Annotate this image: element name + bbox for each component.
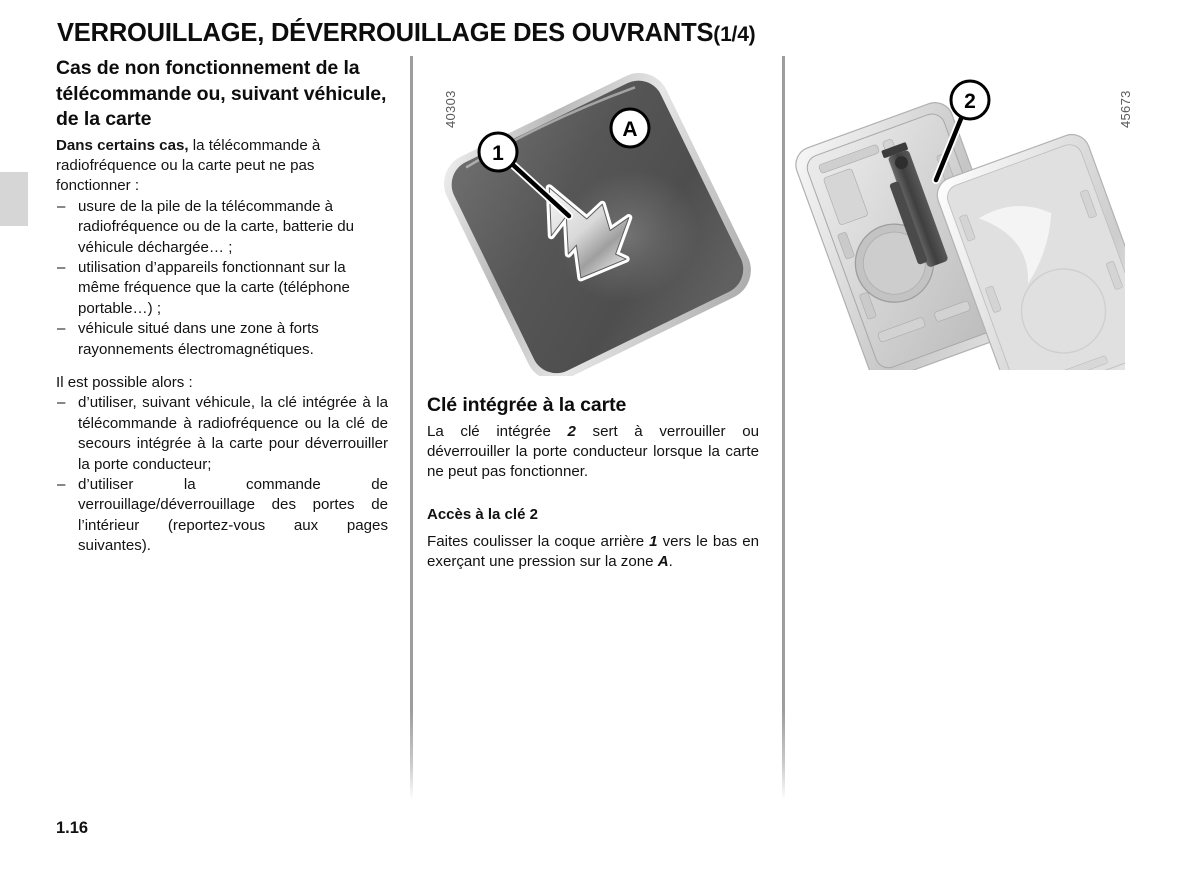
left-solutions-lead-in: Il est possible alors : — [56, 373, 193, 391]
callout-2 — [951, 81, 989, 119]
center-text-column — [427, 393, 759, 586]
list-item — [56, 475, 388, 557]
column-divider-right — [782, 56, 785, 800]
left-column-heading: Cas de non fonctionnement de la télécommande ou, suivant véhicule, de la carte — [56, 57, 387, 130]
access-key-text-a: Faites coulisser la coque arrière — [427, 532, 650, 550]
chapter-edge-tab — [0, 172, 28, 226]
left-failure-causes-list — [56, 197, 388, 360]
callout-2-label: 2 — [964, 90, 976, 113]
left-solutions-list — [56, 393, 388, 556]
access-key-paragraph — [427, 532, 759, 573]
access-key-ref-a: A — [657, 553, 669, 571]
callout-1 — [479, 133, 517, 171]
list-item — [56, 393, 388, 475]
list-item — [56, 258, 388, 319]
figure-reference-number-right: 45673 — [1118, 90, 1133, 128]
page-number: 1.16 — [56, 819, 89, 837]
left-intro-rest: la télécommande à radiofréquence ou la carte peut ne pas fonctionner : — [56, 136, 321, 195]
callout-a-label: A — [622, 118, 638, 141]
page-title-text: VERROUILLAGE, DÉVERROUILLAGE DES OUVRANTS — [57, 19, 714, 47]
left-intro-bold: Dans certains cas, — [56, 136, 189, 154]
figure-keycard-exploded — [795, 60, 1125, 370]
dash-bullet: – — [57, 197, 66, 215]
dash-bullet: – — [57, 394, 66, 412]
dash-bullet: – — [57, 476, 66, 493]
integrated-key-text-a: La clé intégrée — [427, 422, 568, 440]
dash-bullet: – — [57, 258, 66, 276]
dash-bullet: – — [57, 320, 66, 338]
list-item-text: usure de la pile de la télécommande à radiofréquence ou de la carte, batterie du véhicule déchargée… ; — [78, 197, 355, 256]
integrated-key-paragraph — [427, 422, 759, 483]
list-item — [56, 319, 388, 360]
keycard-front-illustration — [427, 56, 767, 376]
left-text-column — [56, 56, 388, 570]
list-item-text: d’utiliser, suivant véhicule, la clé intégrée à la télécommande à radiofréquence ou la clé de secours intégrée à la carte pour déverrouiller la porte conducteur; — [78, 394, 388, 473]
list-item — [56, 197, 388, 258]
callout-a — [611, 109, 649, 147]
page-title-fraction: (1/4) — [713, 23, 756, 46]
page-title — [57, 19, 755, 48]
callout-1-label: 1 — [492, 142, 504, 165]
left-intro-paragraph — [56, 136, 388, 197]
access-key-text-b: vers le bas en exerçant une pression sur la zone — [427, 532, 759, 571]
access-key-text-c: . — [668, 553, 673, 571]
keycard-exploded-illustration — [795, 60, 1125, 370]
access-key-ref-1: 1 — [649, 532, 658, 550]
integrated-key-text-b: sert à verrouiller ou déverrouiller la porte conducteur lorsque la carte ne peut pas fonctionner. — [427, 422, 759, 481]
column-divider-left — [410, 56, 413, 800]
figure-reference-number-left: 40303 — [443, 90, 458, 128]
list-item-text: utilisation d’appareils fonctionnant sur la même fréquence que la carte (téléphone portable…) ; — [78, 258, 350, 317]
center-column-heading: Clé intégrée à la carte — [427, 394, 627, 416]
figure-keycard-front — [427, 56, 767, 376]
center-subheading: Accès à la clé 2 — [427, 505, 538, 523]
integrated-key-ref-2: 2 — [567, 422, 576, 440]
list-item-text: d’utiliser la commande de verrouillage/déverrouillage des portes de l’intérieur (reportez-vous aux pages suivantes). — [78, 476, 388, 555]
list-item-text: véhicule situé dans une zone à forts rayonnements électromagnétiques. — [78, 320, 319, 358]
